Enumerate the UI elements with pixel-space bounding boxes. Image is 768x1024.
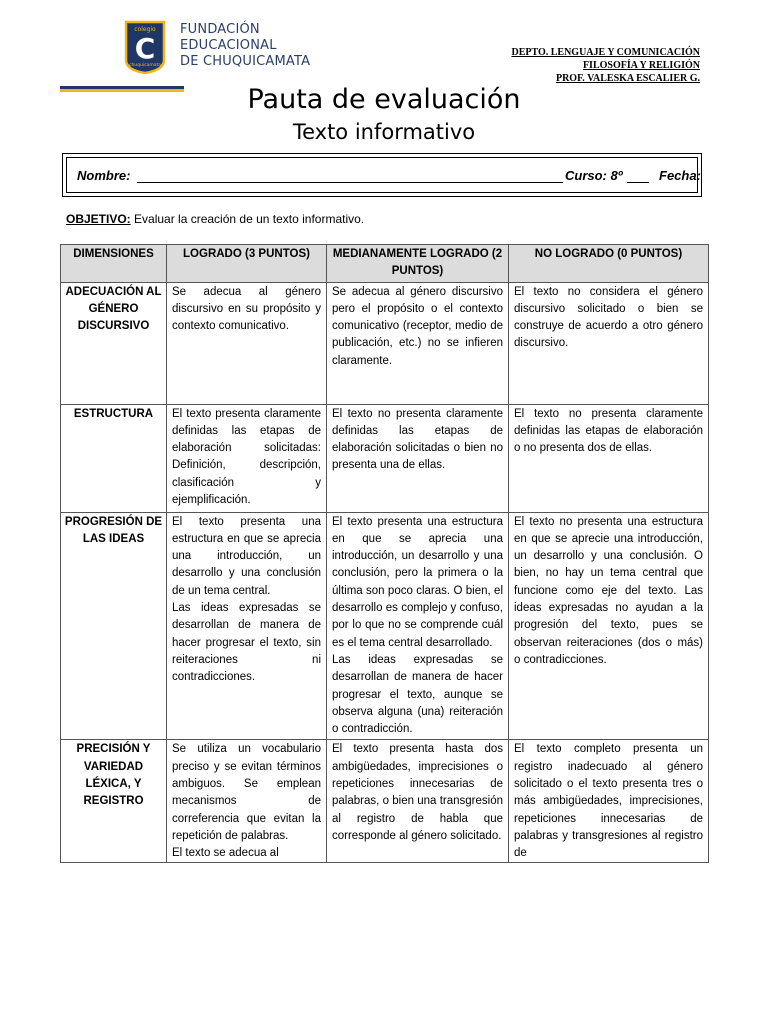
objective-text: Evaluar la creación de un texto informativo. [130,212,365,226]
medio-cell [327,512,509,740]
dimension-cell: PROGRESIÓN DE LAS IDEAS [61,512,167,740]
logo-badge-subtext: chuquicamata [128,63,162,68]
table-header-row [61,245,709,283]
objective [66,212,364,226]
foundation-line-2: EDUCACIONAL [180,38,277,53]
dimension-cell: ESTRUCTURA [61,404,167,512]
department-info [511,46,700,85]
cell-paragraph: El texto no presenta claramente definidas las etapas de elaboración o no presenta dos de ellas. [514,407,703,455]
date-label: Fecha: [659,168,701,183]
cell-paragraph: Se adecua al género discursivo en su propósito y contexto comunicativo. [172,285,321,333]
cell-content [172,741,321,861]
dimension-cell: PRECISIÓN Y VARIEDAD LÉXICA, Y REGISTRO [61,740,167,863]
table-row [61,404,709,512]
logrado-cell [167,282,327,404]
foundation-line-1: FUNDACIÓN [180,22,260,37]
table-row [61,740,709,863]
no-logrado-cell [509,282,709,404]
course-label: Curso: 8º [565,168,623,183]
no-logrado-cell [509,512,709,740]
no-logrado-cell [509,404,709,512]
medio-cell [327,282,509,404]
department-line-3: PROF. VALESKA ESCALIER G. [555,73,700,84]
header-no-logrado: NO LOGRADO (0 PUNTOS) [509,245,709,283]
objective-label: OBJETIVO: [66,212,131,226]
name-label: Nombre: [77,168,131,183]
dimension-cell: ADECUACIÓN AL GÉNERO DISCURSIVO [61,282,167,404]
student-info-inner [66,157,701,193]
course-line[interactable] [627,182,649,183]
page-subtitle: Texto informativo [292,120,476,144]
header-logrado: LOGRADO (3 PUNTOS) [167,245,327,283]
rubric-table [60,244,709,863]
cell-paragraph: Se adecua al género discursivo pero el propósito o el contexto comunicativo (receptor, medio de publicación, etc.) no se infieren claramente. [332,285,503,367]
cell-paragraph: Las ideas expresadas se desarrollan de manera de hacer progresar el texto, sin reiteraciones ni contradicciones. [172,602,321,684]
cell-paragraph: El texto no presenta claramente definidas las etapas de elaboración solicitadas o bien no presenta una de ellas. [332,407,503,472]
cell-paragraph: El texto presenta una estructura en que se aprecia una introducción, un desarrollo y una conclusión de un tema central. [172,515,321,597]
name-line[interactable] [137,182,563,183]
logo-badge-letter: C [134,32,156,65]
header-dimensiones: DIMENSIONES [61,245,167,283]
logo-badge-text: colegio [134,26,156,33]
no-logrado-cell [509,740,709,863]
cell-paragraph: El texto no presenta una estructura en que se aprecie una introducción, un desarrollo y una conclusión. O bien, no hay un tema central que funcione como eje del texto. Las ideas expresadas no ayudan a la progresión del texto, pues se observan reiteraciones (dos o más) o contradicciones. [514,515,703,666]
page-title: Pauta de evaluación [247,84,521,115]
school-logo [124,20,166,74]
medio-cell [327,404,509,512]
student-info-box [62,153,702,197]
department-line-2: FILOSOFÍA Y RELIGIÓN [582,60,700,71]
cell-content [514,741,703,861]
foundation-name [180,22,310,70]
cell-paragraph: El texto no considera el género discursivo solicitado o bien se construye de acuerdo a otro género discursivo. [514,285,703,350]
logrado-cell [167,404,327,512]
cell-paragraph: El texto se adecua al [172,847,279,860]
department-line-1: DEPTO. LENGUAJE Y COMUNICACIÓN [511,47,700,58]
cell-paragraph: Se utiliza un vocabulario preciso y se evitan términos ambiguos. Se emplean mecanismos de correferencia que evitan la repetición de palabras. [172,743,321,842]
cell-paragraph: El texto presenta una estructura en que se aprecia una introducción, un desarrollo y una conclusión, pero la primera o la última son poco claras. O bien, el desarrollo es complejo y confuso, por lo que no se comprende cuál es el tema central desarrollado. [332,515,503,649]
foundation-line-3: DE CHUQUICAMATA [180,54,311,69]
cell-paragraph: El texto presenta claramente definidas las etapas de elaboración solicitadas: Definición, descripción, clasificación y ejemplificación. [172,407,321,507]
logrado-cell [167,512,327,740]
table-row [61,282,709,404]
cell-paragraph: El texto completo presenta un registro inadecuado al género solicitado o el texto presenta tres o más ambigüedades, imprecisiones, repeticiones innecesarias de palabras y transgresiones al registro de [514,743,703,860]
header-medianamente-logrado: MEDIANAMENTE LOGRADO (2 PUNTOS) [327,245,509,283]
cell-paragraph: El texto presenta hasta dos ambigüedades, imprecisiones o repeticiones innecesarias de palabras, o bien una transgresión al registro de habla que corresponde al género solicitado. [332,743,503,842]
table-row [61,512,709,740]
logrado-cell [167,740,327,863]
cell-content [332,741,503,861]
cell-paragraph: Las ideas expresadas se desarrollan de manera de hacer progresar el texto, aunque se observa alguna (una) reiteración o contradicción. [332,653,503,736]
medio-cell [327,740,509,863]
